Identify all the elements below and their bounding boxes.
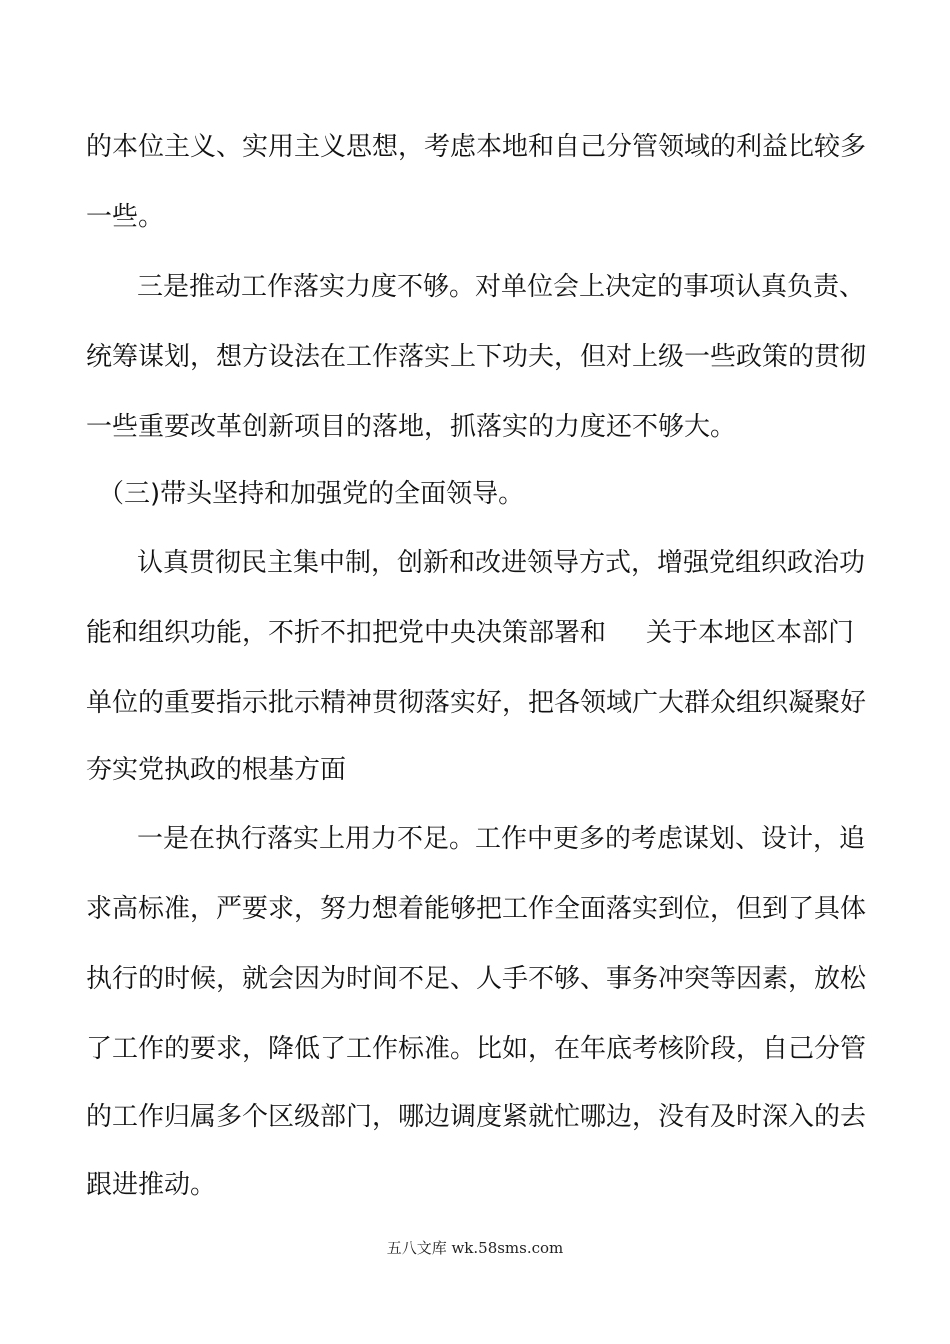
text-segment: 关于本地区本部门 [646, 618, 855, 648]
section-heading: （三)带头坚持和加强党的全面领导。 [98, 479, 525, 509]
text-line: 一些。 [86, 202, 165, 232]
text-line: 单位的重要指示批示精神贯彻落实好，把各领域广大群众组织凝聚好 [86, 688, 867, 718]
text-line: 一些重要改革创新项目的落地，抓落实的力度还不够大。 [86, 412, 737, 442]
text-line: 执行的时候，就会因为时间不足、人手不够、事务冲突等因素，放松 [86, 964, 867, 994]
text-line: 统筹谋划，想方设法在工作落实上下功夫，但对上级一些政策的贯彻 [86, 342, 867, 372]
text-line: 了工作的要求，降低了工作标准。比如，在年底考核阶段，自己分管 [86, 1034, 867, 1064]
text-line: 跟进推动。 [86, 1170, 217, 1200]
text-line: 的工作归属多个区级部门，哪边调度紧就忙哪边，没有及时深入的去 [86, 1102, 867, 1132]
text-segment: 能和组织功能，不折不扣把党中央决策部署和 [86, 618, 607, 648]
text-line [86, 616, 854, 650]
text-line: 一是在执行落实上用力不足。工作中更多的考虑谋划、设计，追 [137, 824, 866, 854]
text-line: 求高标准，严要求，努力想着能够把工作全面落实到位，但到了具体 [86, 894, 867, 924]
text-line: 的本位主义、实用主义思想，考虑本地和自己分管领域的利益比较多 [86, 132, 867, 162]
text-line: 认真贯彻民主集中制，创新和改进领导方式，增强党组织政治功 [137, 548, 866, 578]
text-line: 夯实党执政的根基方面 [86, 755, 347, 785]
text-line: 三是推动工作落实力度不够。对单位会上决定的事项认真负责、 [137, 272, 866, 302]
page-footer: 五八文库 wk.58sms.com [386, 1239, 564, 1257]
